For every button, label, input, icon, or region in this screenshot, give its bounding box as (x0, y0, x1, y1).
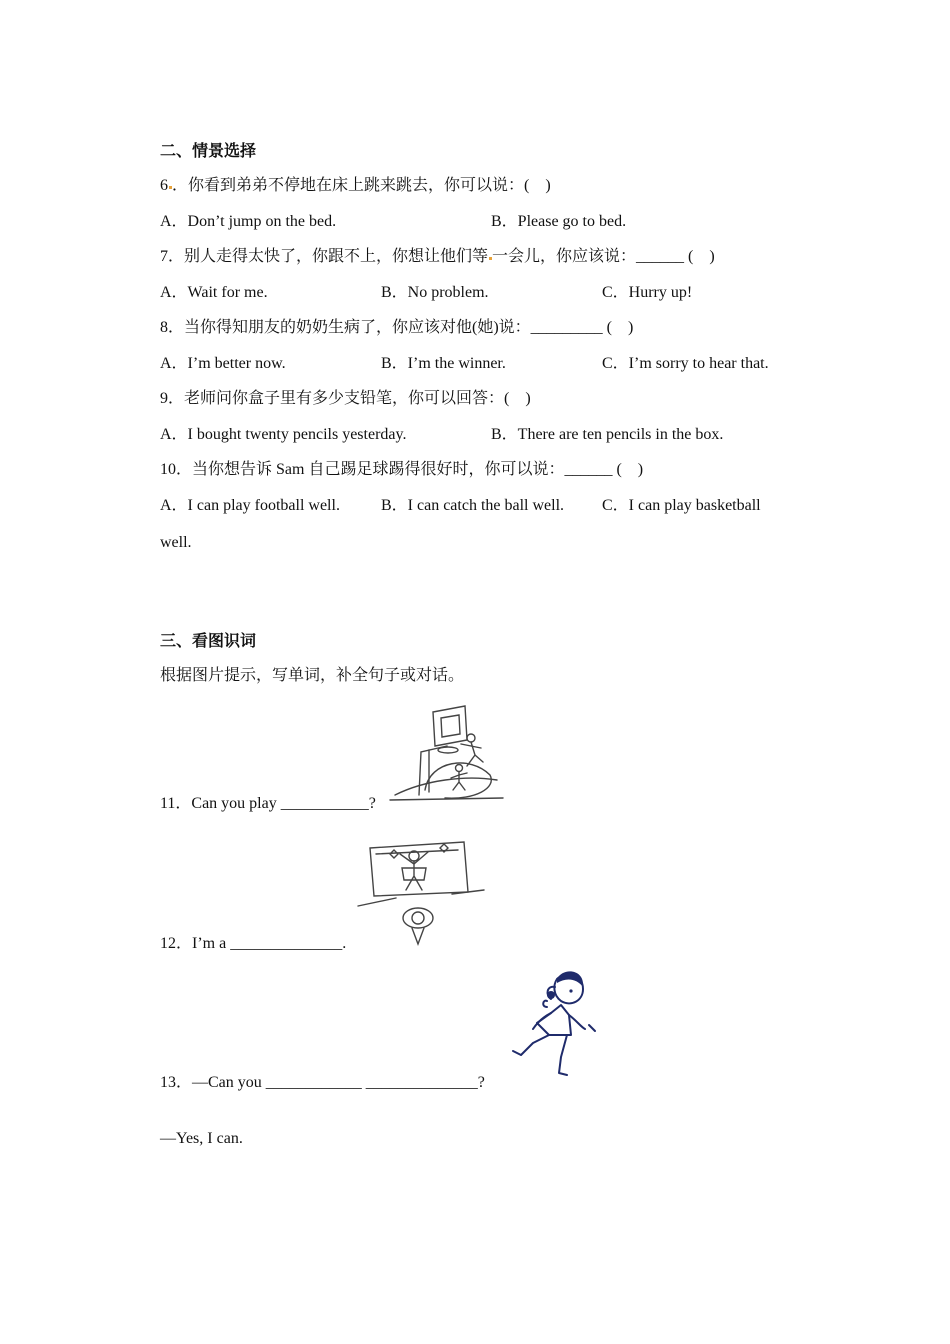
question-9-stem: 9．老师问你盒子里有多少支铅笔，你可以回答：( ) (160, 390, 531, 407)
question-8-option-a: A．I’m better now. (160, 355, 286, 372)
question-10-option-a: A．I can play football well. (160, 497, 340, 514)
basketball-court-picture (385, 700, 510, 808)
question-7-option-b: B．No problem. (381, 284, 489, 301)
question-7-text-b: 一会儿，你应该说：______ ( ) (492, 248, 715, 265)
question-8-stem: 8．当你得知朋友的奶奶生病了，你应该对他(她)说：_________ ( ) (160, 319, 634, 336)
section-3-title: 三、看图识词 (160, 633, 257, 650)
section-3-instruction: 根据图片提示，写单词，补全句子或对话。 (160, 667, 465, 684)
question-13-answer: —Yes, I can. (160, 1130, 243, 1147)
section-2-title: 二、情景选择 (160, 143, 257, 160)
question-6-option-a: A．Don’t jump on the bed. (160, 213, 337, 230)
question-9-option-a: A．I bought twenty pencils yesterday. (160, 426, 407, 443)
question-10-option-b: B．I can catch the ball well. (381, 497, 565, 514)
question-10-stem: 10．当你想告诉 Sam 自己踢足球踢得很好时，你可以说：______ ( ) (160, 461, 644, 478)
question-7-text-a: 7．别人走得太快了，你跟不上，你想让他们等 (160, 248, 489, 265)
question-10-option-c: C．I can play basketball (602, 497, 761, 514)
question-11: 11．Can you play ___________? (160, 795, 376, 812)
question-6-number: 6 (160, 177, 168, 194)
question-6-option-b: B．Please go to bed. (491, 213, 627, 230)
question-7-option-a: A．Wait for me. (160, 284, 268, 301)
running-girl-picture (503, 965, 603, 1083)
question-10-option-c-continued: well. (160, 534, 192, 551)
question-6-stem (160, 176, 551, 196)
question-13: 13．—Can you ____________ ______________? (160, 1074, 485, 1091)
question-8-option-b: B．I’m the winner. (381, 355, 506, 372)
question-7-stem (160, 247, 715, 267)
goalkeeper-picture (356, 832, 490, 950)
question-9-option-b: B．There are ten pencils in the box. (491, 426, 724, 443)
question-6-text: ．你看到弟弟不停地在床上跳来跳去，你可以说：( ) (172, 177, 551, 194)
question-7-option-c: C．Hurry up! (602, 284, 693, 301)
question-12: 12．I’m a ______________. (160, 935, 347, 952)
question-8-option-c: C．I’m sorry to hear that. (602, 355, 769, 372)
